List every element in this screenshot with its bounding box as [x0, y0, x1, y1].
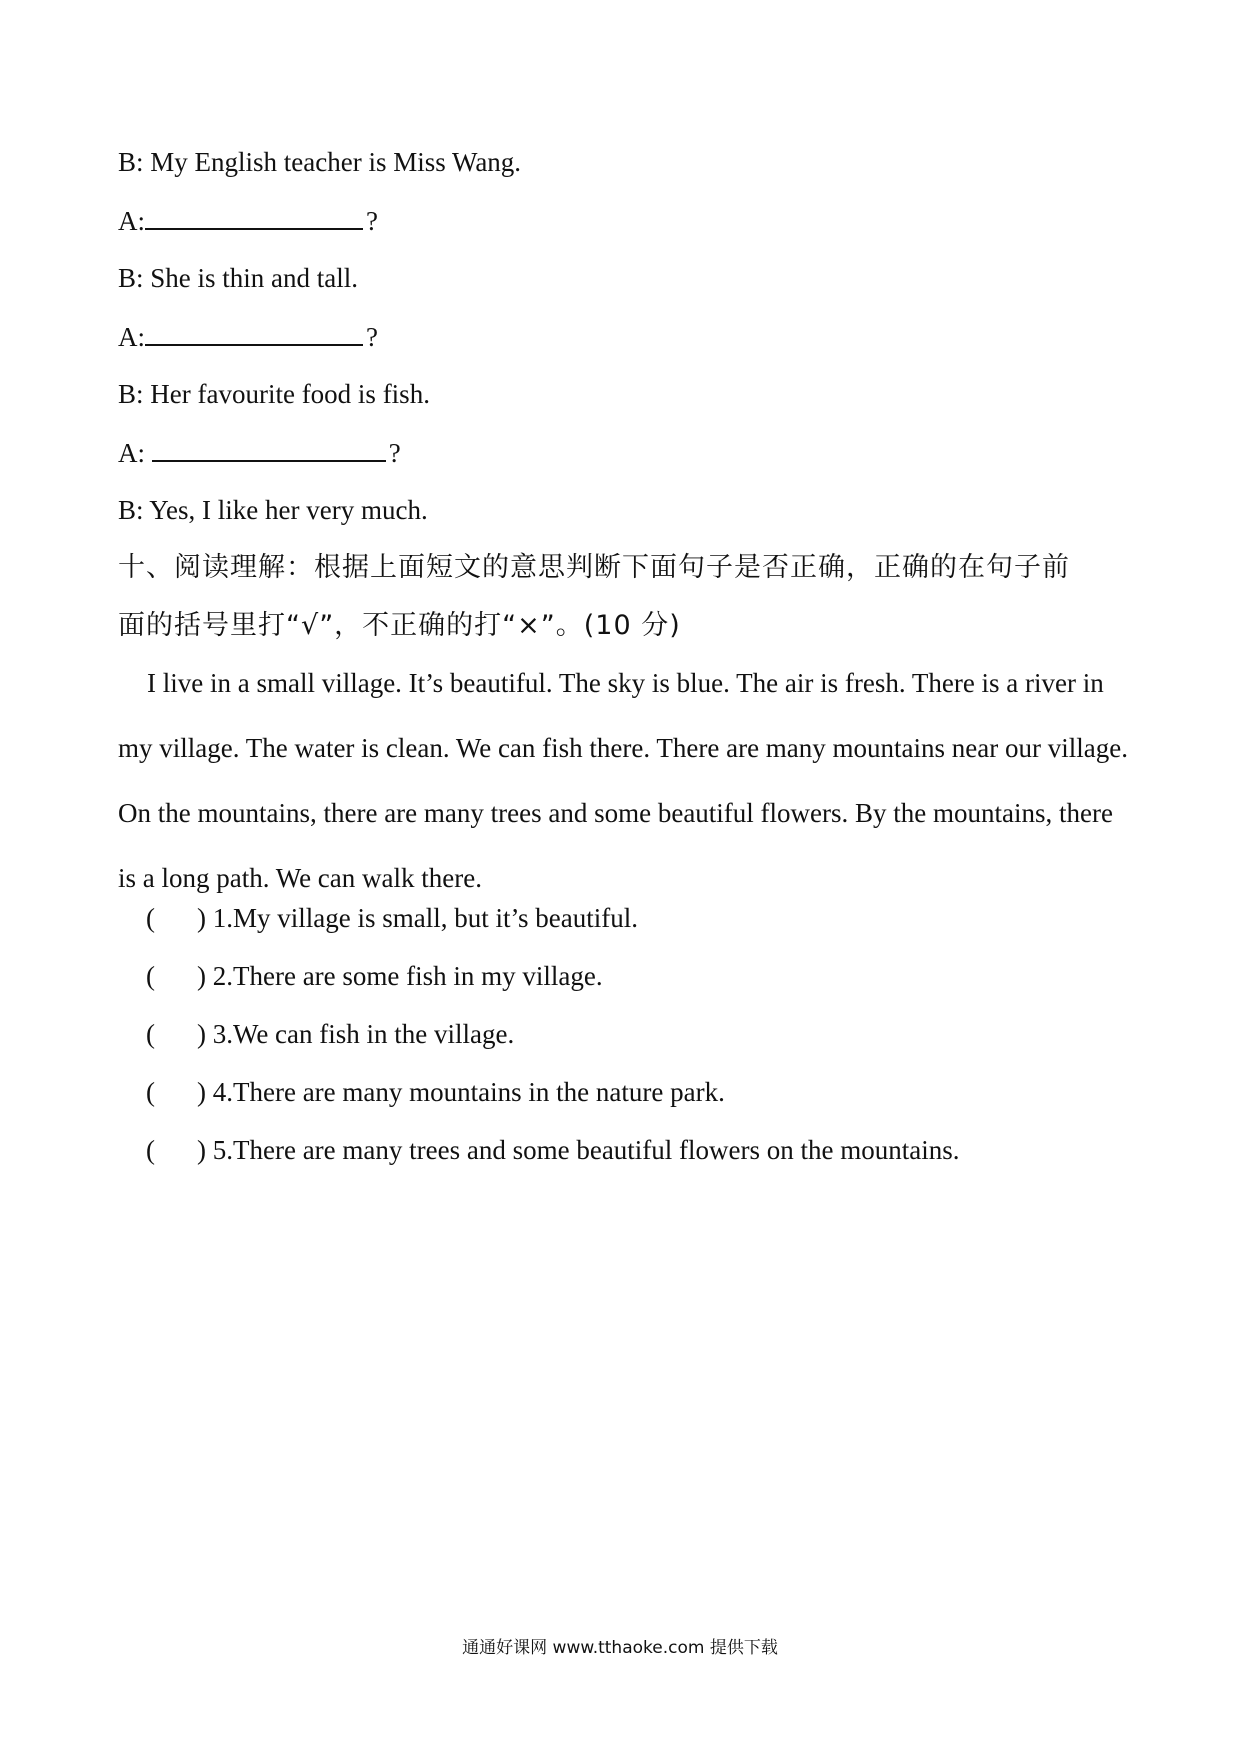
judgement-item [146, 958, 603, 994]
answer-bracket-close[interactable]: ) [197, 1077, 206, 1107]
item-text: 5.There are many trees and some beautiful flowers on the mountains. [212, 1135, 960, 1165]
dialogue-line-b1 [118, 144, 521, 180]
dialogue-text: Yes, I like her very much. [149, 495, 428, 525]
speaker-label: A: [118, 438, 145, 468]
speaker-label: B: [118, 495, 144, 525]
answer-bracket-open[interactable]: ( [146, 961, 155, 991]
answer-bracket-close[interactable]: ) [197, 961, 206, 991]
question-mark: ? [366, 322, 378, 352]
dialogue-text: My English teacher is Miss Wang. [150, 147, 522, 177]
answer-bracket-open[interactable]: ( [146, 1019, 155, 1049]
dialogue-text: She is thin and tall. [150, 263, 358, 293]
judgement-item [146, 900, 638, 936]
footer-credit: 通通好课网 www.tthaoke.com 提供下载 [462, 1638, 778, 1658]
item-text: 1.My village is small, but it’s beautiful. [212, 903, 638, 933]
answer-bracket-open[interactable]: ( [146, 903, 155, 933]
answer-blank[interactable] [145, 202, 363, 230]
judgement-item [146, 1132, 960, 1168]
question-mark: ? [366, 206, 378, 236]
speaker-label: A: [118, 322, 145, 352]
answer-bracket-open[interactable]: ( [146, 1077, 155, 1107]
judgement-item [146, 1016, 514, 1052]
dialogue-line-a2 [118, 318, 378, 355]
question-mark: ? [388, 438, 401, 468]
dialogue-line-a3 [118, 434, 401, 471]
answer-blank[interactable] [152, 434, 386, 462]
item-text: 2.There are some fish in my village. [212, 961, 603, 991]
speaker-label: B: [118, 147, 144, 177]
dialogue-line-b2 [118, 260, 358, 296]
section-title-line2: 面的括号里打“√”，不正确的打“×”。(10 分) [118, 610, 681, 641]
reading-passage: I live in a small village. It’s beautiful. The sky is blue. The air is fresh. There is a river in my village. The water is clean. We can fish there. There are many mountains near our village. On the mountains, there are many trees and some beautiful flowers. By the mountains, there is a long path. We can walk there. [118, 668, 1128, 893]
speaker-label: A: [118, 206, 145, 236]
dialogue-line-b3 [118, 376, 430, 412]
answer-bracket-open[interactable]: ( [146, 1135, 155, 1165]
speaker-label: B: [118, 379, 144, 409]
item-text: 3.We can fish in the village. [212, 1019, 515, 1049]
item-text: 4.There are many mountains in the nature park. [212, 1077, 725, 1107]
judgement-item [146, 1074, 725, 1110]
section-title-line1: 十、阅读理解：根据上面短文的意思判断下面句子是否正确，正确的在句子前 [118, 552, 1070, 583]
dialogue-text: Her favourite food is fish. [150, 379, 430, 409]
dialogue-line-b4 [118, 492, 428, 528]
speaker-label: B: [118, 263, 144, 293]
answer-blank[interactable] [145, 318, 363, 346]
answer-bracket-close[interactable]: ) [197, 1135, 206, 1165]
dialogue-line-a1 [118, 202, 378, 239]
answer-bracket-close[interactable]: ) [197, 903, 206, 933]
answer-bracket-close[interactable]: ) [197, 1019, 206, 1049]
